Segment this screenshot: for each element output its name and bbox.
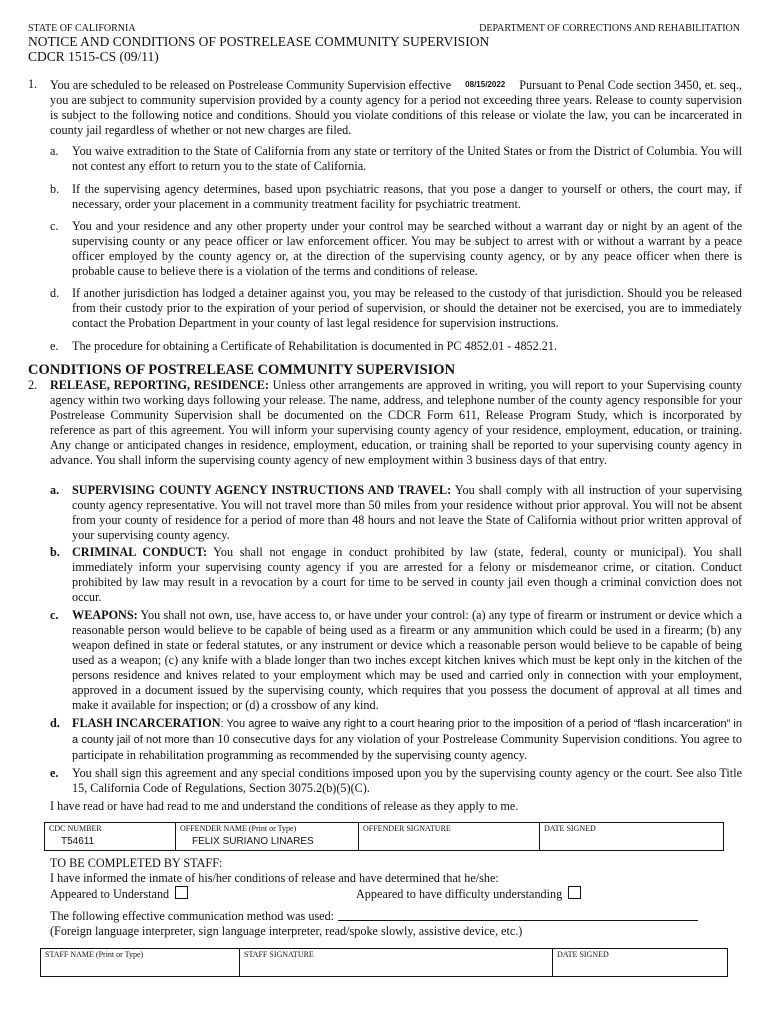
section-2-item-d — [50, 716, 742, 763]
offender-signature-table — [44, 822, 724, 851]
item-label: a. — [50, 483, 60, 497]
item-text — [72, 483, 742, 543]
staff-name-label: STAFF NAME (Print or Type) — [45, 950, 144, 959]
cdc-number-value: T54611 — [61, 836, 95, 847]
item-heading: SUPERVISING COUNTY AGENCY INSTRUCTIONS AND TRAVEL: — [72, 483, 452, 497]
item-body: You shall not engage in conduct prohibited by law (state, federal, county or municipal). You shall immediately inform your supervising county agency if you are arrested for a felony or misdemeanor crime, or citation. Conduct prohibited by law may result in a revocation by a court for time to be served in county jail even though a criminal conviction does not occur. — [72, 545, 742, 604]
section-1-number: 1. — [28, 77, 38, 91]
option-difficulty-label: Appeared to have difficulty understanding — [356, 887, 563, 901]
cdc-number-label: CDC NUMBER — [49, 824, 102, 833]
section-2-item-e — [50, 766, 742, 796]
section-1 — [28, 77, 742, 138]
section-1-text — [50, 77, 742, 138]
item-label: d. — [50, 286, 60, 300]
item-heading: CRIMINAL CONDUCT: — [72, 545, 208, 559]
understanding-options — [50, 886, 750, 901]
item-text: You shall sign this agreement and any special conditions imposed upon you by the supervising county agency or the court. See also Title 15, California Code of Regulations, Section 3075.2(b)(5)(C). — [72, 766, 742, 795]
item-body: 10 consecutive days for any violation of your Postrelease Community Supervision conditions. You agree to participate in rehabilitation programming as recommended by the supervising county agency. — [72, 732, 742, 762]
item-text — [72, 545, 742, 605]
staff-name-cell[interactable] — [41, 949, 240, 977]
section-2 — [28, 378, 742, 468]
cdc-number-cell[interactable] — [45, 823, 176, 851]
difficulty-checkbox[interactable] — [568, 886, 581, 899]
item-label: e. — [50, 339, 59, 353]
offender-signature-label: OFFENDER SIGNATURE — [363, 824, 451, 833]
acknowledgement: I have read or have had read to me and understand the conditions of release as they apply to me. — [50, 799, 519, 813]
option-understand — [50, 886, 188, 902]
item-body: You shall comply with all instruction of your supervising county agency representative. You will not travel more than 50 miles from your residence without prior approval. You will not be absent from your county of residence for a period of more than 48 hours and not leave the State of California without prior written approval of your supervising county agency. — [72, 483, 743, 542]
item-text: You waive extradition to the State of California from any state or territory of the United States or from the District of Columbia. You will not contest any effort to return you to the state of California. — [72, 144, 742, 173]
state-label: STATE OF CALIFORNIA — [28, 23, 136, 34]
form-title-block — [28, 34, 489, 64]
offender-date-cell[interactable] — [540, 823, 724, 851]
item-text: The procedure for obtaining a Certificate of Rehabilitation is documented in PC 4852.01 - 4852.21. — [72, 339, 558, 353]
offender-signature-cell[interactable] — [359, 823, 540, 851]
item-text — [72, 608, 742, 713]
option-difficulty — [356, 886, 581, 902]
offender-name-value: FELIX SURIANO LINARES — [192, 836, 314, 847]
section-2-number: 2. — [28, 378, 38, 392]
offender-name-cell[interactable] — [176, 823, 359, 851]
section-2-item-b — [50, 545, 742, 605]
staff-informed: I have informed the inmate of his/her conditions of release and have determined that he/she: — [50, 871, 499, 885]
offender-date-label: DATE SIGNED — [544, 824, 596, 833]
staff-section — [50, 856, 750, 939]
item-label: d. — [50, 716, 60, 730]
offender-name-label: OFFENDER NAME (Print or Type) — [180, 824, 297, 833]
item-label: b. — [50, 545, 60, 559]
section-1-text-after-date: Pursuant to Penal Code section 3450, et. seq., you are subject to community supervision provided by a county agency for a period not exceeding three years. Release to county supervision is subject to the following notice and conditions. Should you violate conditions of this release or violate the law, you can be incarcerated in county jail regardless of whether or not new charges are filed. — [50, 78, 742, 137]
form-id: CDCR 1515-CS (09/11) — [28, 49, 159, 64]
section-2-body: Unless other arrangements are approved in writing, you will report to your Supervising county agency within two working days following your release. The name, address, and telephone number of the county agency responsible for your Postrelease Community Supervision shall be documented on the CDCR Form 611, Release Program Study, which is incorporated by reference as part of this agreement. You will inform your supervising county agency of your residence, employment, education, or training. Any change or anticipated changes in residence, employment, education, or training shall be reported to your supervising county agency in advance. You shall inform the supervising county agency of new employment within 3 business days of that entry. — [50, 378, 742, 467]
department-label: DEPARTMENT OF CORRECTIONS AND REHABILITATION — [479, 23, 740, 34]
section-2-item-a — [50, 483, 742, 543]
item-text — [72, 716, 742, 763]
method-label: The following effective communication method was used: — [50, 909, 335, 923]
release-date: 08/15/2022 — [465, 80, 506, 89]
item-body: You shall not own, use, have access to, or have under your control: (a) any type of firearm or instrument or device which a reasonable person would believe to be capable of being used as a firearm or any ammunition which could be used in a firearm; (b) any weapon defined in state or federal statutes, or any instrument or device which a reasonable person would believe to be capable of being used as a weapon; (c) any knife with a blade longer than two inches except kitchen knives which must be kept only in the kitchen of the persons residence and knives related to your employment which may be used and carried only in connection with your employment, approved in a document issued by the supervising county, which requires that you possess the document of approval at all times and make it available for inspection; or (d) a crossbow of any kind. — [72, 608, 742, 712]
staff-heading: TO BE COMPLETED BY STAFF: — [50, 856, 223, 870]
item-label: c. — [50, 608, 59, 622]
item-text: You and your residence and any other property under your control may be searched without a warrant day or night by an agent of the supervising county or any peace officer or law enforcement officer. You may be subject to arrest with or without a warrant by a peace officer employed by the county agency or, at the direction of the supervising county agency, or by any peace officer when there is probable cause to believe there is a violation of the terms and conditions of release. — [72, 219, 742, 278]
section-1-item-e — [50, 339, 742, 354]
staff-date-cell[interactable] — [553, 949, 728, 977]
section-1-text-before-date: You are scheduled to be released on Postrelease Community Supervision effective — [50, 78, 452, 92]
method-line — [50, 909, 750, 924]
section-2-text — [50, 378, 742, 468]
method-input-line[interactable] — [338, 920, 698, 921]
staff-signature-label: STAFF SIGNATURE — [244, 950, 314, 959]
item-text: If the supervising agency determines, based upon psychiatric reasons, that you pose a danger to yourself or others, the court may, if necessary, order your placement in a community treatment facility for psychiatric treatment. — [72, 182, 742, 211]
item-body-inserted: : You agree to waive any right to a court hearing prior to the imposition of a period of “flash incarceration” in a county jail of not more than — [72, 718, 742, 746]
method-hint: (Foreign language interpreter, sign language interpreter, read/spoke slowly, assistive device, etc.) — [50, 924, 523, 938]
form-title: NOTICE AND CONDITIONS OF POSTRELEASE COMMUNITY SUPERVISION — [28, 34, 490, 49]
understand-checkbox[interactable] — [175, 886, 188, 899]
option-understand-label: Appeared to Understand — [50, 887, 170, 901]
item-heading: FLASH INCARCERATION — [72, 716, 221, 730]
conditions-heading: CONDITIONS OF POSTRELEASE COMMUNITY SUPERVISION — [28, 362, 456, 378]
staff-signature-cell[interactable] — [240, 949, 553, 977]
section-1-item-b — [50, 182, 742, 212]
staff-date-label: DATE SIGNED — [557, 950, 609, 959]
section-2-item-c — [50, 608, 742, 713]
item-heading: WEAPONS: — [72, 608, 138, 622]
section-1-item-a — [50, 144, 742, 174]
item-label: e. — [50, 766, 59, 780]
item-text: If another jurisdiction has lodged a detainer against you, you may be released to the custody of that jurisdiction. Should you be released from their custody prior to the expiration of your period of supervision, or should the detainer not be exercised, you are to immediately contact the Probation Department in your county of last legal residence for supervision instructions. — [72, 286, 742, 330]
section-1-item-c — [50, 219, 742, 279]
item-label: c. — [50, 219, 59, 233]
item-label: b. — [50, 182, 60, 196]
item-label: a. — [50, 144, 59, 158]
staff-signature-table — [40, 948, 728, 977]
section-2-heading: RELEASE, REPORTING, RESIDENCE: — [50, 378, 269, 392]
section-1-item-d — [50, 286, 742, 331]
